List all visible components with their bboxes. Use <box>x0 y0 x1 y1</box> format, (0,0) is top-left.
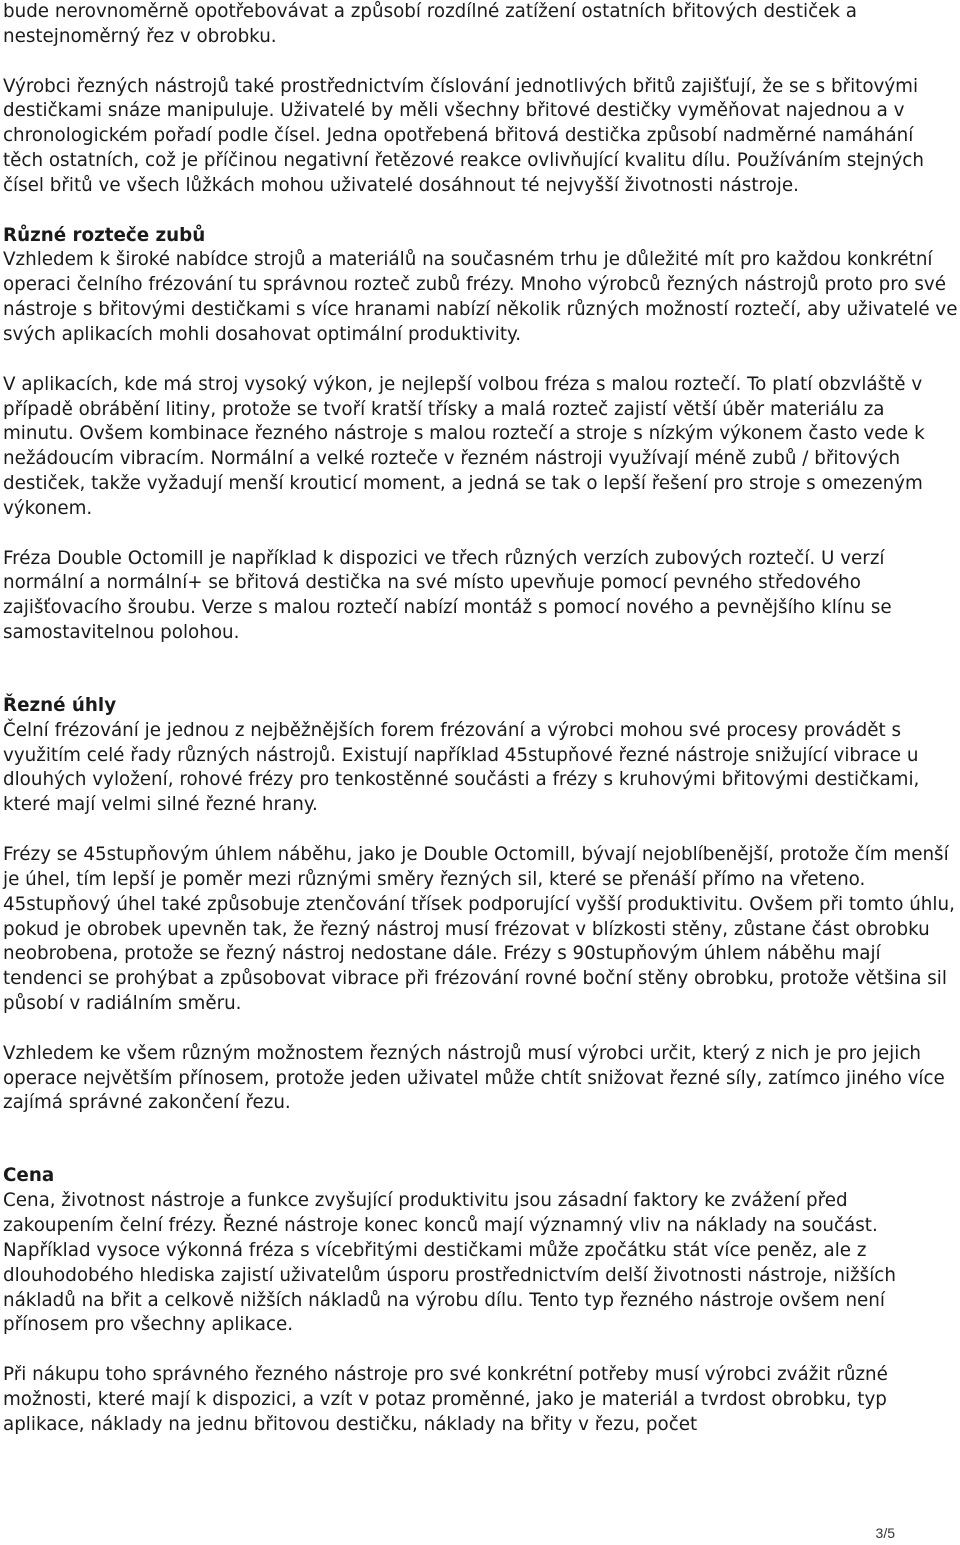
paragraph-intro: bude nerovnoměrně opotřebovávat a způsobí rozdílné zatížení ostatních břitových destiček a nestejnoměrný řez v obrobku. <box>3 1 857 47</box>
paragraph-pitch-2: V aplikacích, kde má stroj vysoký výkon, je nejlepší volbou fréza s malou roztečí. To platí obzvláště v případě obrábění litiny, protože se tvoří kratší třísky a malá rozteč zajistí větší úběr materiálu za minutu. Ovšem kombinace řezného nástroje s malou roztečí a stroje s nízkým výkonem často vede k nežádoucím vibracím. Normální a velké rozteče v řezném nástroji využívají méně zubů / břitových destiček, takže vyžadují menší krouticí moment, a jedná se tak o lepší řešení pro stroje s omezeným výkonem. <box>3 373 925 519</box>
paragraph-numbering: Výrobci řezných nástrojů také prostřednictvím číslování jednotlivých břitů zajišťují, že se s břitovými destičkami snáze manipuluje. Uživatelé by měli všechny břitové destičky vyměňovat najednou a v chronologickém pořadí podle čísel. Jedna opotřebená břitová destička způsobí nadměrné namáhání těch ostatních, což je příčinou negativní řetězové reakce ovlivňující kvalitu dílu. Používáním stejných čísel břitů ve všech lůžkách mohou uživatelé dosáhnout té nejvyšší životnosti nástroje. <box>3 75 924 196</box>
paragraph-angles-3: Vzhledem ke všem různým možnostem řezných nástrojů musí výrobci určit, který z nich je pro jejich operace největším přínosem, protože jeden uživatel může chtít snižovat řezné síly, zatímco jiného více zajímá správné zakončení řezu. <box>3 1042 945 1114</box>
paragraph-price-1: Cena, životnost nástroje a funkce zvyšující produktivitu jsou zásadní faktory ke zvážení před zakoupením čelní frézy. Řezné nástroje konec konců mají významný vliv na náklady na součást. Například vysoce výkonná fréza s vícebřitými destičkami může zpočátku stát více peněz, ale z dlouhodobého hlediska zajistí uživatelům úsporu prostřednictvím delší životnosti nástroje, nižších nákladů na břit a celkově nižších nákladů na výrobu dílu. Tento typ řezného nástroje ovšem není přínosem pro všechny aplikace. <box>3 1190 896 1336</box>
document-page <box>3 0 958 1438</box>
section-heading-pitch: Různé rozteče zubů <box>3 224 206 246</box>
section-heading-angles: Řezné úhly <box>3 694 117 716</box>
paragraph-pitch-3: Fréza Double Octomill je například k dispozici ve třech různých verzích zubových roztečí. U verzí normální a normální+ se břitová destička na své místo upevňuje pomocí pevného středového zajišťovacího šroubu. Verze s malou roztečí nabízí montáž s pomocí nového a pevnějšího klínu se samostavitelnou polohou. <box>3 547 892 644</box>
paragraph-angles-1: Čelní frézování je jednou z nejběžnějších forem frézování a výrobci mohou své procesy provádět s využitím celé řady různých nástrojů. Existují například 45stupňové řezné nástroje snižující vibrace u dlouhých vyložení, rohové frézy pro tenkostěnné součásti a frézy s kruhovými břitovými destičkami, které mají velmi silné řezné hrany. <box>3 719 920 816</box>
paragraph-price-2: Při nákupu toho správného řezného nástroje pro své konkrétní potřeby musí výrobci zvážit různé možnosti, které mají k dispozici, a vzít v potaz proměnné, jako je materiál a tvrdost obrobku, typ aplikace, náklady na jednu břitovou destičku, náklady na břity v řezu, počet <box>3 1364 888 1435</box>
page-number: 3/5 <box>875 1525 895 1541</box>
section-heading-price: Cena <box>3 1165 55 1187</box>
paragraph-pitch-1: Vzhledem k široké nabídce strojů a materiálů na současném trhu je důležité mít pro každou konkrétní operaci čelního frézování tu správnou rozteč zubů frézy. Mnoho výrobců řezných nástrojů proto pro své nástroje s břitovými destičkami s více hranami nabízí několik různých možností roztečí, aby uživatelé ve svých aplikacích mohli dosahovat optimální produktivity. <box>3 249 958 345</box>
paragraph-angles-2: Frézy se 45stupňovým úhlem náběhu, jako je Double Octomill, bývají nejoblíbenější, protože čím menší je úhel, tím lepší je poměr mezi různými směry řezných sil, které se přenáší přímo na vřeteno. 45stupňový úhel také způsobuje ztenčování třísek podporující vyšší produktivitu. Ovšem při tomto úhlu, pokud je obrobek upevněn tak, že řezný nástroj musí frézovat v blízkosti stěny, zůstane část obrobku neobrobena, protože se řezný nástroj nedostane dále. Frézy s 90stupňovým úhlem náběhu mají tendenci se prohýbat a způsobovat vibrace při frézování rovné boční stěny obrobku, protože většina sil působí v radiálním směru. <box>3 844 955 1015</box>
